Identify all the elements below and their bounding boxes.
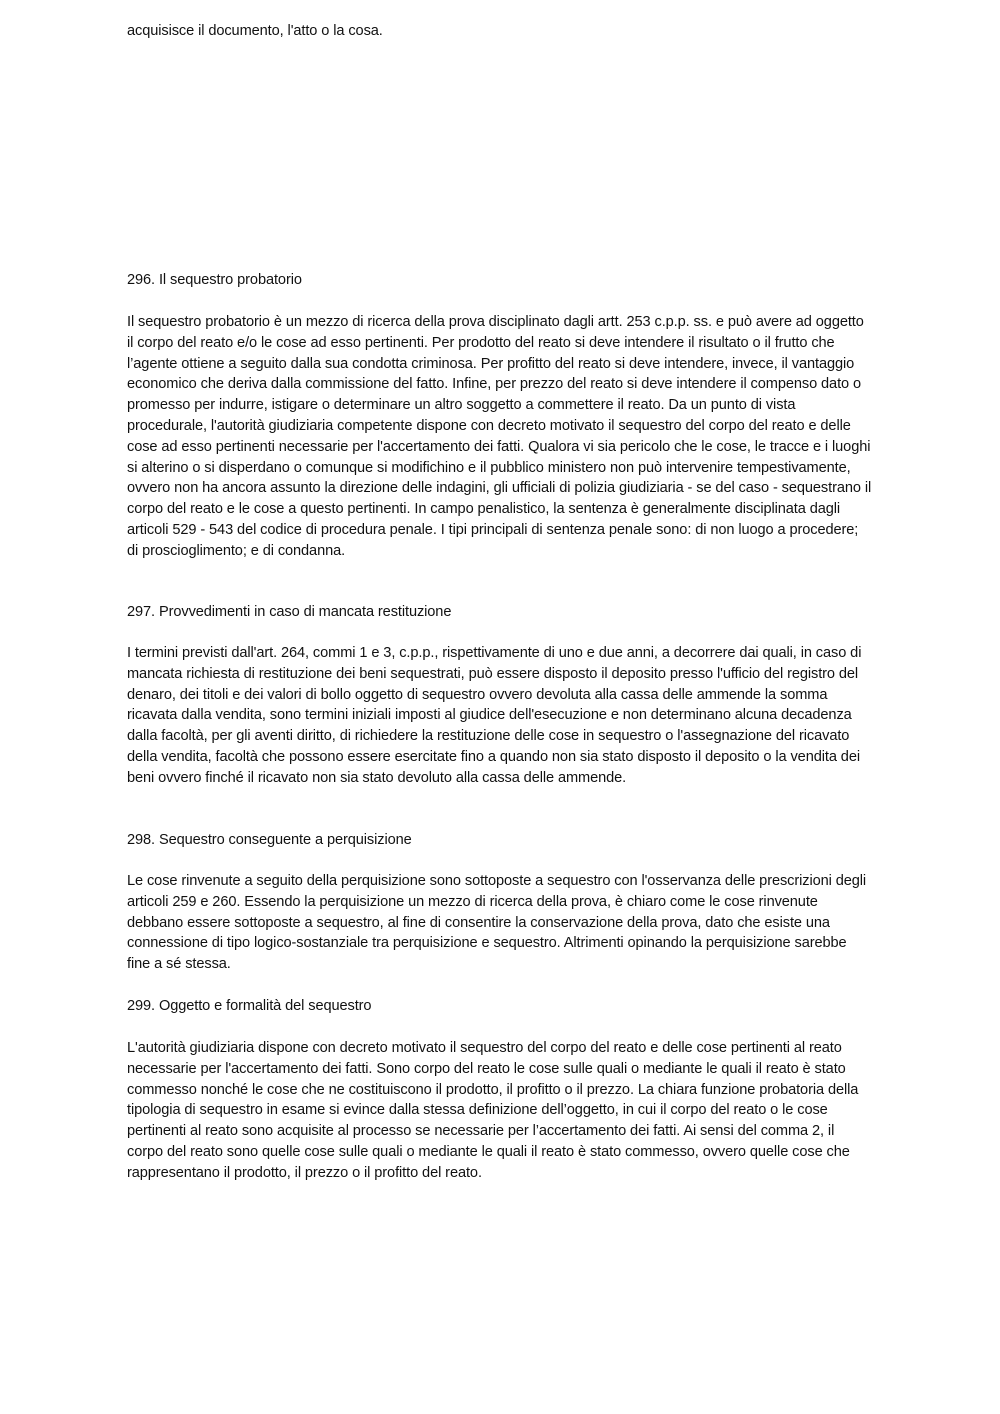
- section-296-body: Il sequestro probatorio è un mezzo di ricerca della prova disciplinato dagli artt. 253 c.p.p. ss. e può avere ad oggetto il corpo del reato e/o le cose ad esso pertinenti. Per prodotto del reato si deve intendere il risultato o il frutto che l’agente ottiene a seguito dalla sua condotta criminosa. Per profitto del reato si deve intendere, invece, il vantaggio economico che deriva dalla commissione del fatto. Infine, per prezzo del reato si deve intendere il compenso dato o promesso per indurre, istigare o determinare un altro soggetto a commettere il reato. Da un punto di vista procedurale, l'autorità giudiziaria competente dispone con decreto motivato il sequestro del corpo del reato e delle cose ad esso pertinenti necessarie per l'accertamento dei fatti. Qualora vi sia pericolo che le cose, le tracce e i luoghi si alterino o si disperdano o comunque si modifichino e il pubblico ministero non può intervenire tempestivamente, ovvero non ha ancora assunto la direzione delle indagini, gli ufficiali di polizia giudiziaria - se del caso - sequestrano il corpo del reato e le cose a questo pertinenti. In campo penalistico, la sentenza è generalmente disciplinata dagli articoli 529 - 543 del codice di procedura penale. I tipi principali di sentenza penale sono: di non luogo a procedere; di proscioglimento; e di condanna.: [127, 314, 872, 559]
- intro-line: acquisisce il documento, l'atto o la cosa.: [127, 23, 383, 39]
- section-299-body: L'autorità giudiziaria dispone con decreto motivato il sequestro del corpo del reato e delle cose pertinenti al reato necessarie per l'accertamento dei fatti. Sono corpo del reato le cose sulle quali o mediante le quali il reato è stato commesso nonché le cose che ne costituiscono il prodotto, il profitto o il prezzo. La chiara funzione probatoria della tipologia di sequestro in esame si evince dalla stessa definizione dell’oggetto, in cui il corpo del reato o le cose pertinenti al reato sono acquisite al processo se necessarie per l’accertamento dei fatti. Ai sensi del comma 2, il corpo del reato sono quelle cose sulle quali o mediante le quali il reato è stato commesso, ovvero quelle cose che rappresentano il prodotto, il prezzo o il profitto del reato.: [127, 1040, 859, 1181]
- section-296-heading: 296. Il sequestro probatorio: [127, 272, 302, 288]
- section-297-heading: 297. Provvedimenti in caso di mancata restituzione: [127, 604, 452, 620]
- section-298-heading: 298. Sequestro conseguente a perquisizione: [127, 832, 412, 848]
- section-299-heading: 299. Oggetto e formalità del sequestro: [127, 998, 372, 1014]
- section-298-body: Le cose rinvenute a seguito della perquisizione sono sottoposte a sequestro con l'osservanza delle prescrizioni degli articoli 259 e 260. Essendo la perquisizione un mezzo di ricerca della prova, è chiaro come le cose rinvenute debbano essere sottoposte a sequestro, al fine di consentire la conservazione della prova, dato che esiste una connessione di tipo logico-sostanziale tra perquisizione e sequestro. Altrimenti opinando la perquisizione sarebbe fine a sé stessa.: [127, 873, 867, 973]
- section-297-body: I termini previsti dall'art. 264, commi 1 e 3, c.p.p., rispettivamente di uno e due anni, a decorrere dai quali, in caso di mancata richiesta di restituzione dei beni sequestrati, può essere disposto il deposito presso l'ufficio del registro del denaro, dei titoli e dei valori di bollo oggetto di sequestro ovvero devoluta alla cassa delle ammende la somma ricavata dalla vendita, sono termini iniziali imposti al giudice dell'esecuzione e non determinano alcuna decadenza dalla facoltà, per gli aventi diritto, di richiedere la restituzione delle cose in sequestro o l'assegnazione del ricavato della vendita, facoltà che possono essere esercitate fino a quando non sia stato disposto il deposito o la vendita dei beni ovvero finché il ricavato non sia stato devoluto alla cassa delle ammende.: [127, 645, 862, 786]
